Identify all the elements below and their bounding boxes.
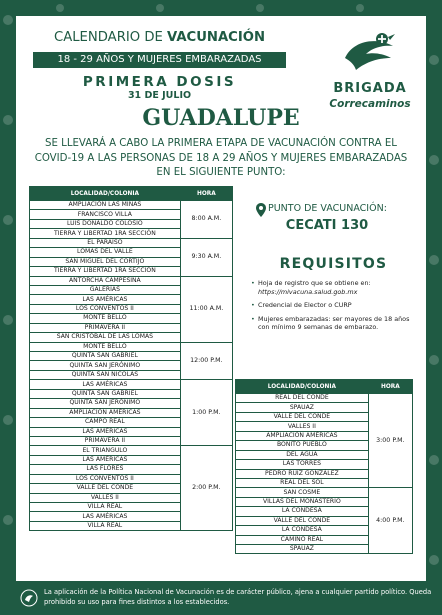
table-row xyxy=(30,276,233,285)
locality-cell: LAS AMÉRICAS xyxy=(30,380,181,389)
locality-cell: QUINTA SAN NICOLÁS xyxy=(30,370,181,379)
logo-title: BRIGADA xyxy=(333,81,407,96)
locality-cell: LOS CONVENTOS II xyxy=(30,474,181,483)
header-locality: LOCALIDAD/COLONIA xyxy=(30,187,181,201)
locality-cell: VALLE DEL CONDE xyxy=(30,484,181,493)
locality-cell: QUINTA SAN JERÓNIMO xyxy=(30,361,181,370)
locality-cell: QUINTA SAN GABRIEL xyxy=(30,389,181,398)
date-label: 31 DE JULIO xyxy=(127,90,192,101)
locality-cell: VILLA REAL xyxy=(30,521,181,530)
requirement-text: Hoja de registro que se obtiene en: xyxy=(258,279,371,287)
locality-cell: BONITO PUEBLO xyxy=(236,441,369,450)
locality-cell: MONTE BELLO xyxy=(30,342,181,351)
locality-cell: VALLES II xyxy=(30,493,181,502)
table-row xyxy=(236,488,413,497)
table-row xyxy=(30,380,233,389)
locality-cell: EL TRIANGULO xyxy=(30,446,181,455)
locality-cell: QUINTA SAN GABRIEL xyxy=(30,352,181,361)
locality-cell: QUINTA SAN JERÓNIMO xyxy=(30,399,181,408)
locality-cell: AMPLIACIÓN AMÉRICAS xyxy=(30,408,181,417)
dose-title: PRIMERA DOSIS xyxy=(82,74,237,90)
time-cell: 1:00 P.M. xyxy=(180,380,232,446)
locality-cell: LA CONDESA xyxy=(236,526,369,535)
locality-cell: VILLA REAL xyxy=(30,503,181,512)
government-emblem-icon xyxy=(20,589,38,607)
locality-cell: LA CONDESA xyxy=(236,507,369,516)
locality-cell: PRIMAVERA II xyxy=(30,436,181,445)
requirement-link[interactable]: https://mivacuna.salud.gob.mx xyxy=(258,287,358,296)
intro-text: SE LLEVARÁ A CABO LA PRIMERA ETAPA DE VACUNACIÓN CONTRA EL COVID-19 A LAS PERSONAS DE 18 A 29 AÑOS Y MUJERES EMBARAZADAS EN EL SIGUIENTE PUNTO: xyxy=(34,138,408,178)
locality-cell: EL PARAÍSO xyxy=(30,238,181,247)
requirement-item xyxy=(251,315,416,332)
locality-cell: GALERÍAS xyxy=(30,285,181,294)
requirement-text: Credencial de Elector o CURP xyxy=(258,301,352,309)
locality-cell: SAN MIGUEL DEL CORTIJO xyxy=(30,257,181,266)
calendar-title-prefix: CALENDARIO DE xyxy=(53,30,168,45)
schedule-table-left xyxy=(29,186,233,531)
schedule-body-right xyxy=(236,394,413,554)
locality-cell: LAS TORRES xyxy=(236,460,369,469)
locality-cell: VILLAS DEL MONASTERIO xyxy=(236,497,369,506)
locality-cell: VALLE DEL CONDE xyxy=(236,412,369,421)
locality-cell: LUIS DONALDO COLOSIO xyxy=(30,219,181,228)
table-row xyxy=(236,394,413,403)
locality-cell: SAN COSME xyxy=(236,488,369,497)
time-cell: 3:00 P.M. xyxy=(368,394,412,488)
locality-cell: TIERRA Y LIBERTAD 1RA SECCIÓN xyxy=(30,229,181,238)
locality-cell: SAN CRISTÓBAL DE LAS LOMAS xyxy=(30,333,181,342)
locality-cell: FRANCISCO VILLA xyxy=(30,210,181,219)
locality-cell: PEDRO RUIZ GONZÁLEZ xyxy=(236,469,369,478)
footer xyxy=(0,581,442,615)
time-cell: 11:00 A.M. xyxy=(180,276,232,342)
locality-cell: LAS AMÉRICAS xyxy=(30,455,181,464)
locality-cell: LAS AMÉRICAS xyxy=(30,295,181,304)
time-cell: 4:00 P.M. xyxy=(368,488,412,554)
locality-cell: AMPLIACIÓN AMÉRICAS xyxy=(236,431,369,440)
locality-cell: LAS AMÉRICAS xyxy=(30,427,181,436)
requirement-item xyxy=(251,301,416,310)
locality-cell: ANTORCHA CAMPESINA xyxy=(30,276,181,285)
locality-cell: REAL DEL CONDE xyxy=(236,394,369,403)
requirements-section xyxy=(251,256,416,337)
time-cell: 9:30 A.M. xyxy=(180,238,232,276)
city-title: GUADALUPE xyxy=(142,105,300,131)
logo-subtitle: Correcaminos xyxy=(329,98,411,110)
locality-cell: DEL AGUA xyxy=(236,450,369,459)
table-row xyxy=(30,201,233,210)
age-band: 18 - 29 AÑOS Y MUJERES EMBARAZADAS xyxy=(33,52,286,68)
table-row xyxy=(30,238,233,247)
table-row xyxy=(30,446,233,455)
locality-cell: CAMINO REAL xyxy=(236,535,369,544)
locality-cell: TIERRA Y LIBERTAD 1RA SECCIÓN xyxy=(30,267,181,276)
vaccination-point-label: PUNTO DE VACUNACIÓN: xyxy=(268,203,387,214)
locality-cell: SPAUAZ xyxy=(236,403,369,412)
locality-cell: PRIMAVERA II xyxy=(30,323,181,332)
locality-cell: LOS CONVENTOS II xyxy=(30,304,181,313)
schedule-table-right xyxy=(235,379,413,554)
requirement-text: Mujeres embarazadas: ser mayores de 18 años con mínimo 9 semanas de embarazo. xyxy=(258,314,410,331)
time-cell: 12:00 P.M. xyxy=(180,342,232,380)
footer-text: La aplicación de la Política Nacional de Vacunación es de carácter público, ajena a cualquier partido político. Queda prohibido su uso para fines distintos a los establecidos. xyxy=(44,588,432,606)
locality-cell: LAS AMÉRICAS xyxy=(30,512,181,521)
bird-emblem-icon xyxy=(342,28,396,82)
schedule-body-left xyxy=(30,201,233,531)
header-time: HORA xyxy=(368,380,412,394)
header-time: HORA xyxy=(180,187,232,201)
locality-cell: MONTE BELLO xyxy=(30,314,181,323)
vaccination-point-name: CECATI 130 xyxy=(285,218,369,233)
brigada-logo xyxy=(322,26,418,116)
locality-cell: LAS FLORES xyxy=(30,465,181,474)
time-cell: 8:00 A.M. xyxy=(180,201,232,239)
locality-cell: SPAUAZ xyxy=(236,545,369,554)
header-locality: LOCALIDAD/COLONIA xyxy=(236,380,369,394)
table-row xyxy=(30,342,233,351)
locality-cell: LOMAS DEL VALLE xyxy=(30,248,181,257)
locality-cell: AMPLIACIÓN LAS MINAS xyxy=(30,201,181,210)
requirements-title: REQUISITOS xyxy=(279,256,388,272)
locality-cell: VALLES II xyxy=(236,422,369,431)
locality-cell: REAL DEL SOL xyxy=(236,478,369,487)
map-pin-icon xyxy=(256,203,266,217)
locality-cell: CAMPO REAL xyxy=(30,418,181,427)
calendar-title-bold: VACUNACIÓN xyxy=(167,30,265,45)
locality-cell: VALLE DEL CONDE xyxy=(236,516,369,525)
time-cell: 2:00 P.M. xyxy=(180,446,232,531)
content-panel xyxy=(16,16,426,581)
calendar-title xyxy=(33,29,286,47)
requirements-list xyxy=(251,279,416,332)
requirement-item xyxy=(251,279,416,296)
header-block xyxy=(33,29,286,102)
